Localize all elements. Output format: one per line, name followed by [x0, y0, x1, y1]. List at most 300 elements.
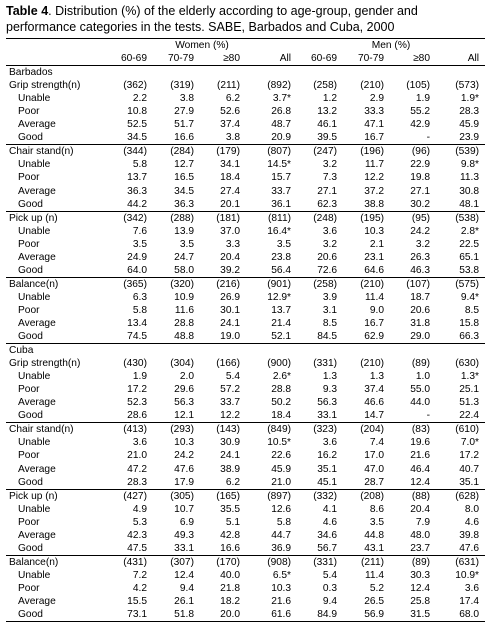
value-cell: 26.3 [410, 251, 431, 263]
n-cell: (107) [406, 278, 431, 290]
value-cell: 3.5 [276, 238, 292, 250]
value-cell: 38.8 [343, 198, 390, 212]
value-cell: 44.7 [271, 529, 292, 541]
value-cell: 62.9 [343, 330, 390, 344]
value-cell: 3.6 [464, 582, 480, 594]
value-cell: 24.1 [220, 318, 240, 329]
table-row [6, 198, 485, 212]
value-cell: 44.8 [364, 529, 385, 541]
value-cell: 20.0 [200, 608, 246, 622]
caption-label: Table 4 [6, 4, 49, 18]
value-cell: 11.7 [364, 159, 385, 171]
table-row [6, 118, 485, 131]
test-row [6, 145, 485, 159]
value-cell: 28.8 [174, 318, 194, 329]
value-cell: 52.1 [246, 330, 297, 344]
n-cell: (196) [360, 146, 385, 158]
n-cell: (284) [170, 146, 194, 158]
table-row [6, 370, 485, 383]
category-label: Good [6, 330, 107, 344]
value-cell: 3.2 [322, 238, 338, 250]
category-label: Average [18, 397, 56, 409]
value-cell: 22.9 [410, 159, 431, 171]
test-label: Chair stand(n) [9, 424, 74, 436]
value-cell: 7.6 [132, 225, 147, 237]
value-cell: 42.8 [220, 529, 240, 541]
value-cell: 11.3 [459, 172, 480, 184]
category-label: Good [6, 608, 107, 622]
col-header: 60-69 [297, 52, 343, 66]
table-row [6, 171, 485, 184]
table-row [6, 238, 485, 251]
n-cell: (166) [216, 358, 240, 370]
value-cell: 7.4 [369, 437, 385, 449]
value-cell: 51.8 [153, 608, 200, 622]
value-cell: 74.5 [107, 330, 153, 344]
n-cell: (305) [170, 490, 194, 502]
category-label: Average [18, 251, 56, 263]
table-row [6, 304, 485, 317]
value-cell: 47.0 [364, 463, 385, 475]
value-cell: 37.2 [364, 185, 385, 197]
value-cell: 23.1 [364, 251, 385, 263]
value-cell: 6.2 [200, 476, 246, 490]
n-cell: (83) [411, 424, 431, 436]
value-cell: 73.1 [107, 608, 153, 622]
value-cell: 39.8 [459, 529, 480, 541]
n-cell: (293) [170, 424, 194, 436]
value-cell: 16.6 [200, 542, 246, 556]
n-cell: (89) [411, 556, 431, 568]
category-label: Good [6, 264, 107, 278]
n-cell: (610) [455, 424, 480, 436]
value-cell: 22.4 [436, 409, 485, 423]
value-cell: 13.7 [127, 172, 147, 184]
value-cell: 16.4* [267, 225, 292, 237]
n-cell: (181) [216, 212, 240, 224]
value-cell: 1.3 [322, 371, 338, 383]
table-row [6, 396, 485, 409]
value-cell: 21.4 [271, 318, 292, 329]
n-cell: (247) [313, 146, 338, 158]
n-cell: (811) [268, 212, 292, 224]
value-cell: 12.9* [267, 291, 292, 303]
value-cell: 6.2 [225, 93, 240, 105]
value-cell: 36.1 [246, 198, 297, 212]
value-cell: 7.9 [415, 516, 431, 528]
value-cell: 31.8 [410, 318, 431, 329]
value-cell: 10.9* [455, 569, 480, 581]
value-cell: 50.2 [271, 397, 292, 409]
value-cell: 33.1 [297, 409, 343, 423]
value-cell: 12.7 [174, 159, 194, 171]
n-cell: (901) [267, 278, 292, 290]
category-label: Average [18, 185, 56, 197]
value-cell: 10.3 [364, 225, 385, 237]
value-cell: 28.6 [107, 409, 153, 423]
category-label: Poor [18, 582, 40, 594]
value-cell: 46.6 [364, 397, 385, 409]
value-cell: 5.8 [132, 304, 147, 316]
value-cell: 61.6 [246, 608, 297, 622]
table-row [6, 516, 485, 529]
value-cell: 31.5 [390, 608, 436, 622]
n-cell: (342) [123, 212, 147, 224]
category-label: Unable [18, 569, 51, 581]
section-row [6, 66, 485, 80]
test-label: Grip strength(n) [9, 358, 81, 370]
value-cell: 27.9 [174, 106, 194, 118]
value-cell: 17.2 [127, 384, 147, 396]
value-cell: 21.0 [246, 476, 297, 490]
value-cell: 18.4 [220, 172, 240, 184]
value-cell: 5.3 [132, 516, 147, 528]
value-cell: 36.3 [153, 198, 200, 212]
test-row [6, 555, 485, 569]
n-cell: (89) [411, 358, 431, 370]
value-cell: 47.2 [127, 463, 147, 475]
value-cell: 1.9 [132, 371, 147, 383]
value-cell: 44.0 [410, 397, 431, 409]
value-cell: 55.2 [410, 106, 431, 118]
value-cell: 45.9 [459, 119, 480, 131]
value-cell: 84.5 [297, 330, 343, 344]
value-cell: 7.2 [132, 569, 147, 581]
value-cell: 1.3 [369, 371, 385, 383]
col-header: 70-79 [153, 52, 200, 66]
table-row [6, 436, 485, 449]
table-row [6, 291, 485, 304]
table-row [6, 251, 485, 264]
value-cell: 48.1 [436, 198, 485, 212]
category-label: Unable [18, 159, 51, 171]
n-cell: (210) [360, 278, 385, 290]
n-cell: (331) [313, 556, 338, 568]
value-cell: 39.5 [297, 131, 343, 145]
value-cell: 3.7* [272, 93, 292, 105]
value-cell: - [390, 409, 436, 423]
value-cell: 15.8 [459, 318, 480, 329]
category-label: Poor [18, 384, 40, 396]
value-cell: 16.6 [153, 131, 200, 145]
value-cell: 4.9 [132, 503, 147, 515]
table-row [6, 383, 485, 396]
value-cell: 30.8 [459, 185, 480, 197]
value-cell: 68.0 [436, 608, 485, 622]
value-cell: 10.9 [174, 291, 194, 303]
n-cell: (210) [360, 358, 385, 370]
value-cell: 3.8 [179, 93, 194, 105]
value-cell: 7.3 [322, 172, 338, 184]
value-cell: 35.1 [317, 463, 338, 475]
table-row [6, 225, 485, 238]
value-cell: 5.8 [276, 516, 292, 528]
col-header: All [246, 52, 297, 66]
value-cell: 9.0 [369, 304, 385, 316]
value-cell: 8.5 [464, 304, 480, 316]
category-label: Average [18, 463, 56, 475]
section-row [6, 344, 485, 358]
col-header: 70-79 [343, 52, 390, 66]
value-cell: 65.1 [459, 251, 480, 263]
category-label: Unable [18, 291, 51, 303]
test-row [6, 489, 485, 503]
value-cell: 6.9 [179, 516, 194, 528]
value-cell: 47.5 [107, 542, 153, 556]
n-cell: (304) [170, 358, 194, 370]
section-name: Cuba [9, 345, 34, 357]
value-cell: 19.8 [410, 172, 431, 184]
value-cell: 22.6 [271, 450, 292, 462]
value-cell: 27.1 [410, 185, 431, 197]
value-cell: 52.3 [127, 397, 147, 409]
value-cell: 21.6 [271, 595, 292, 607]
test-row [6, 423, 485, 437]
value-cell: 49.3 [174, 529, 194, 541]
value-cell: 11.4 [364, 291, 385, 303]
value-cell: 17.2 [459, 450, 480, 462]
value-cell: 21.0 [127, 450, 147, 462]
value-cell: 1.0 [415, 371, 431, 383]
value-cell: 35.5 [220, 503, 240, 515]
value-cell: 56.4 [246, 264, 297, 278]
table-row [6, 529, 485, 542]
n-cell: (210) [360, 80, 385, 92]
value-cell: 44.2 [107, 198, 153, 212]
value-cell: 7.0* [460, 437, 480, 449]
value-cell: 37.4 [364, 384, 385, 396]
value-cell: 3.2 [322, 159, 338, 171]
value-cell: 15.7 [271, 172, 292, 184]
n-cell: (897) [267, 490, 292, 502]
value-cell: 3.2 [415, 238, 431, 250]
value-cell: 12.4 [174, 569, 194, 581]
value-cell: 20.4 [220, 251, 240, 263]
value-cell: 33.1 [153, 542, 200, 556]
value-cell: 56.7 [297, 542, 343, 556]
n-cell: (143) [216, 424, 240, 436]
value-cell: 12.2 [200, 409, 246, 423]
col-header: ≥80 [390, 52, 436, 66]
n-cell: (258) [313, 278, 338, 290]
table-body [6, 66, 485, 622]
test-label: Pick up (n) [9, 490, 58, 502]
value-cell: 40.0 [220, 569, 240, 581]
value-cell: 36.9 [246, 542, 297, 556]
n-cell: (630) [455, 358, 480, 370]
value-cell: 34.1 [220, 159, 240, 171]
value-cell: 19.6 [410, 437, 431, 449]
value-cell: 20.4 [410, 503, 431, 515]
value-cell: 52.5 [127, 119, 147, 131]
n-cell: (413) [123, 424, 147, 436]
table-row [6, 476, 485, 490]
value-cell: 28.3 [459, 106, 480, 118]
value-cell: 46.4 [410, 463, 431, 475]
value-cell: 4.6 [322, 516, 338, 528]
value-cell: 4.2 [132, 582, 147, 594]
n-cell: (573) [455, 80, 480, 92]
value-cell: 30.3 [410, 569, 431, 581]
value-cell: 35.1 [436, 476, 485, 490]
value-cell: 17.0 [364, 450, 385, 462]
value-cell: 3.6 [322, 225, 338, 237]
n-cell: (539) [455, 146, 480, 158]
value-cell: 5.1 [225, 516, 240, 528]
value-cell: 43.1 [343, 542, 390, 556]
value-cell: 2.1 [369, 238, 385, 250]
value-cell: 8.5 [322, 318, 338, 329]
value-cell: 62.3 [297, 198, 343, 212]
table-row [6, 317, 485, 330]
n-cell: (258) [313, 80, 338, 92]
value-cell: 29.0 [390, 330, 436, 344]
table-row [6, 105, 485, 118]
n-cell: (538) [455, 212, 480, 224]
value-cell: 33.7 [271, 185, 292, 197]
value-cell: 33.3 [364, 106, 385, 118]
table-row [6, 131, 485, 145]
value-cell: 30.2 [390, 198, 436, 212]
value-cell: 13.7 [271, 304, 292, 316]
value-cell: 9.4 [322, 595, 338, 607]
n-cell: (628) [455, 490, 480, 502]
value-cell: 47.1 [364, 119, 385, 131]
n-cell: (900) [267, 358, 292, 370]
value-cell: 3.9 [322, 291, 338, 303]
category-label: Average [18, 529, 56, 541]
value-cell: 28.7 [343, 476, 390, 490]
women-header: Women (%) [107, 39, 297, 53]
header-row-groups [6, 39, 485, 53]
value-cell: 12.2 [364, 172, 385, 184]
n-cell: (211) [361, 556, 385, 568]
test-row [6, 79, 485, 92]
n-cell: (344) [123, 146, 147, 158]
value-cell: 29.6 [174, 384, 194, 396]
test-label: Grip strength(n) [9, 80, 81, 92]
value-cell: 3.8 [200, 131, 246, 145]
value-cell: 6.3 [132, 291, 147, 303]
value-cell: 23.9 [436, 131, 485, 145]
col-header: All [436, 52, 485, 66]
table-row [6, 569, 485, 582]
table-row [6, 608, 485, 622]
table-row [6, 185, 485, 198]
value-cell: 24.1 [220, 450, 240, 462]
value-cell: 26.1 [174, 595, 194, 607]
value-cell: 10.3 [174, 437, 194, 449]
value-cell: 23.7 [390, 542, 436, 556]
value-cell: 57.2 [220, 384, 240, 396]
category-label: Unable [18, 225, 51, 237]
n-cell: (105) [406, 80, 431, 92]
value-cell: 14.7 [343, 409, 390, 423]
header-row-ages [6, 52, 485, 66]
value-cell: 2.2 [132, 93, 147, 105]
test-row [6, 357, 485, 370]
n-cell: (165) [216, 490, 240, 502]
value-cell: 26.8 [271, 106, 292, 118]
n-cell: (216) [216, 278, 240, 290]
table-row [6, 264, 485, 278]
value-cell: 2.0 [179, 371, 194, 383]
value-cell: - [390, 131, 436, 145]
value-cell: 8.6 [369, 503, 385, 515]
value-cell: 1.2 [322, 93, 338, 105]
n-cell: (288) [170, 212, 194, 224]
value-cell: 5.2 [369, 582, 385, 594]
value-cell: 2.9 [369, 93, 385, 105]
value-cell: 48.7 [271, 119, 292, 131]
value-cell: 20.6 [317, 251, 338, 263]
n-cell: (88) [411, 490, 431, 502]
value-cell: 12.1 [153, 409, 200, 423]
value-cell: 3.5 [132, 238, 147, 250]
value-cell: 39.2 [200, 264, 246, 278]
value-cell: 64.0 [107, 264, 153, 278]
table-row [6, 449, 485, 462]
value-cell: 55.0 [410, 384, 431, 396]
test-label: Balance(n) [9, 556, 59, 568]
n-cell: (331) [313, 358, 338, 370]
category-label: Poor [18, 106, 40, 118]
value-cell: 36.3 [127, 185, 147, 197]
n-cell: (908) [267, 556, 292, 568]
n-cell: (323) [313, 424, 338, 436]
n-cell: (631) [455, 556, 480, 568]
value-cell: 26.9 [220, 291, 240, 303]
value-cell: 13.2 [317, 106, 338, 118]
col-header: 60-69 [107, 52, 153, 66]
category-label: Poor [18, 516, 40, 528]
value-cell: 25.8 [410, 595, 431, 607]
value-cell: 21.8 [220, 582, 240, 594]
value-cell: 10.3 [271, 582, 292, 594]
value-cell: 37.4 [220, 119, 240, 131]
value-cell: 24.2 [410, 225, 431, 237]
n-cell: (179) [216, 146, 240, 158]
table-row [6, 542, 485, 556]
value-cell: 26.5 [364, 595, 385, 607]
n-cell: (807) [267, 146, 292, 158]
value-cell: 30.9 [220, 437, 240, 449]
value-cell: 1.9* [460, 93, 480, 105]
value-cell: 48.8 [153, 330, 200, 344]
value-cell: 27.4 [220, 185, 240, 197]
value-cell: 24.9 [127, 251, 147, 263]
category-label: Good [6, 198, 107, 212]
n-cell: (208) [360, 490, 385, 502]
value-cell: 37.0 [220, 225, 240, 237]
value-cell: 9.4* [460, 291, 480, 303]
category-label: Average [18, 595, 56, 607]
n-cell: (892) [267, 80, 292, 92]
value-cell: 27.1 [317, 185, 338, 197]
value-cell: 3.6 [322, 437, 338, 449]
value-cell: 47.6 [436, 542, 485, 556]
value-cell: 5.4 [322, 569, 338, 581]
data-table [6, 38, 485, 622]
test-label: Balance(n) [9, 278, 59, 290]
caption-text: . Distribution (%) of the elderly according to age-group, gender and performance categories in the tests. SABE, Barbados and Cuba, 2000 [6, 4, 418, 34]
value-cell: 17.4 [459, 595, 480, 607]
value-cell: 6.5* [272, 569, 292, 581]
men-header: Men (%) [297, 39, 485, 53]
n-cell: (204) [360, 424, 385, 436]
value-cell: 5.4 [225, 371, 240, 383]
value-cell: 16.7 [343, 131, 390, 145]
